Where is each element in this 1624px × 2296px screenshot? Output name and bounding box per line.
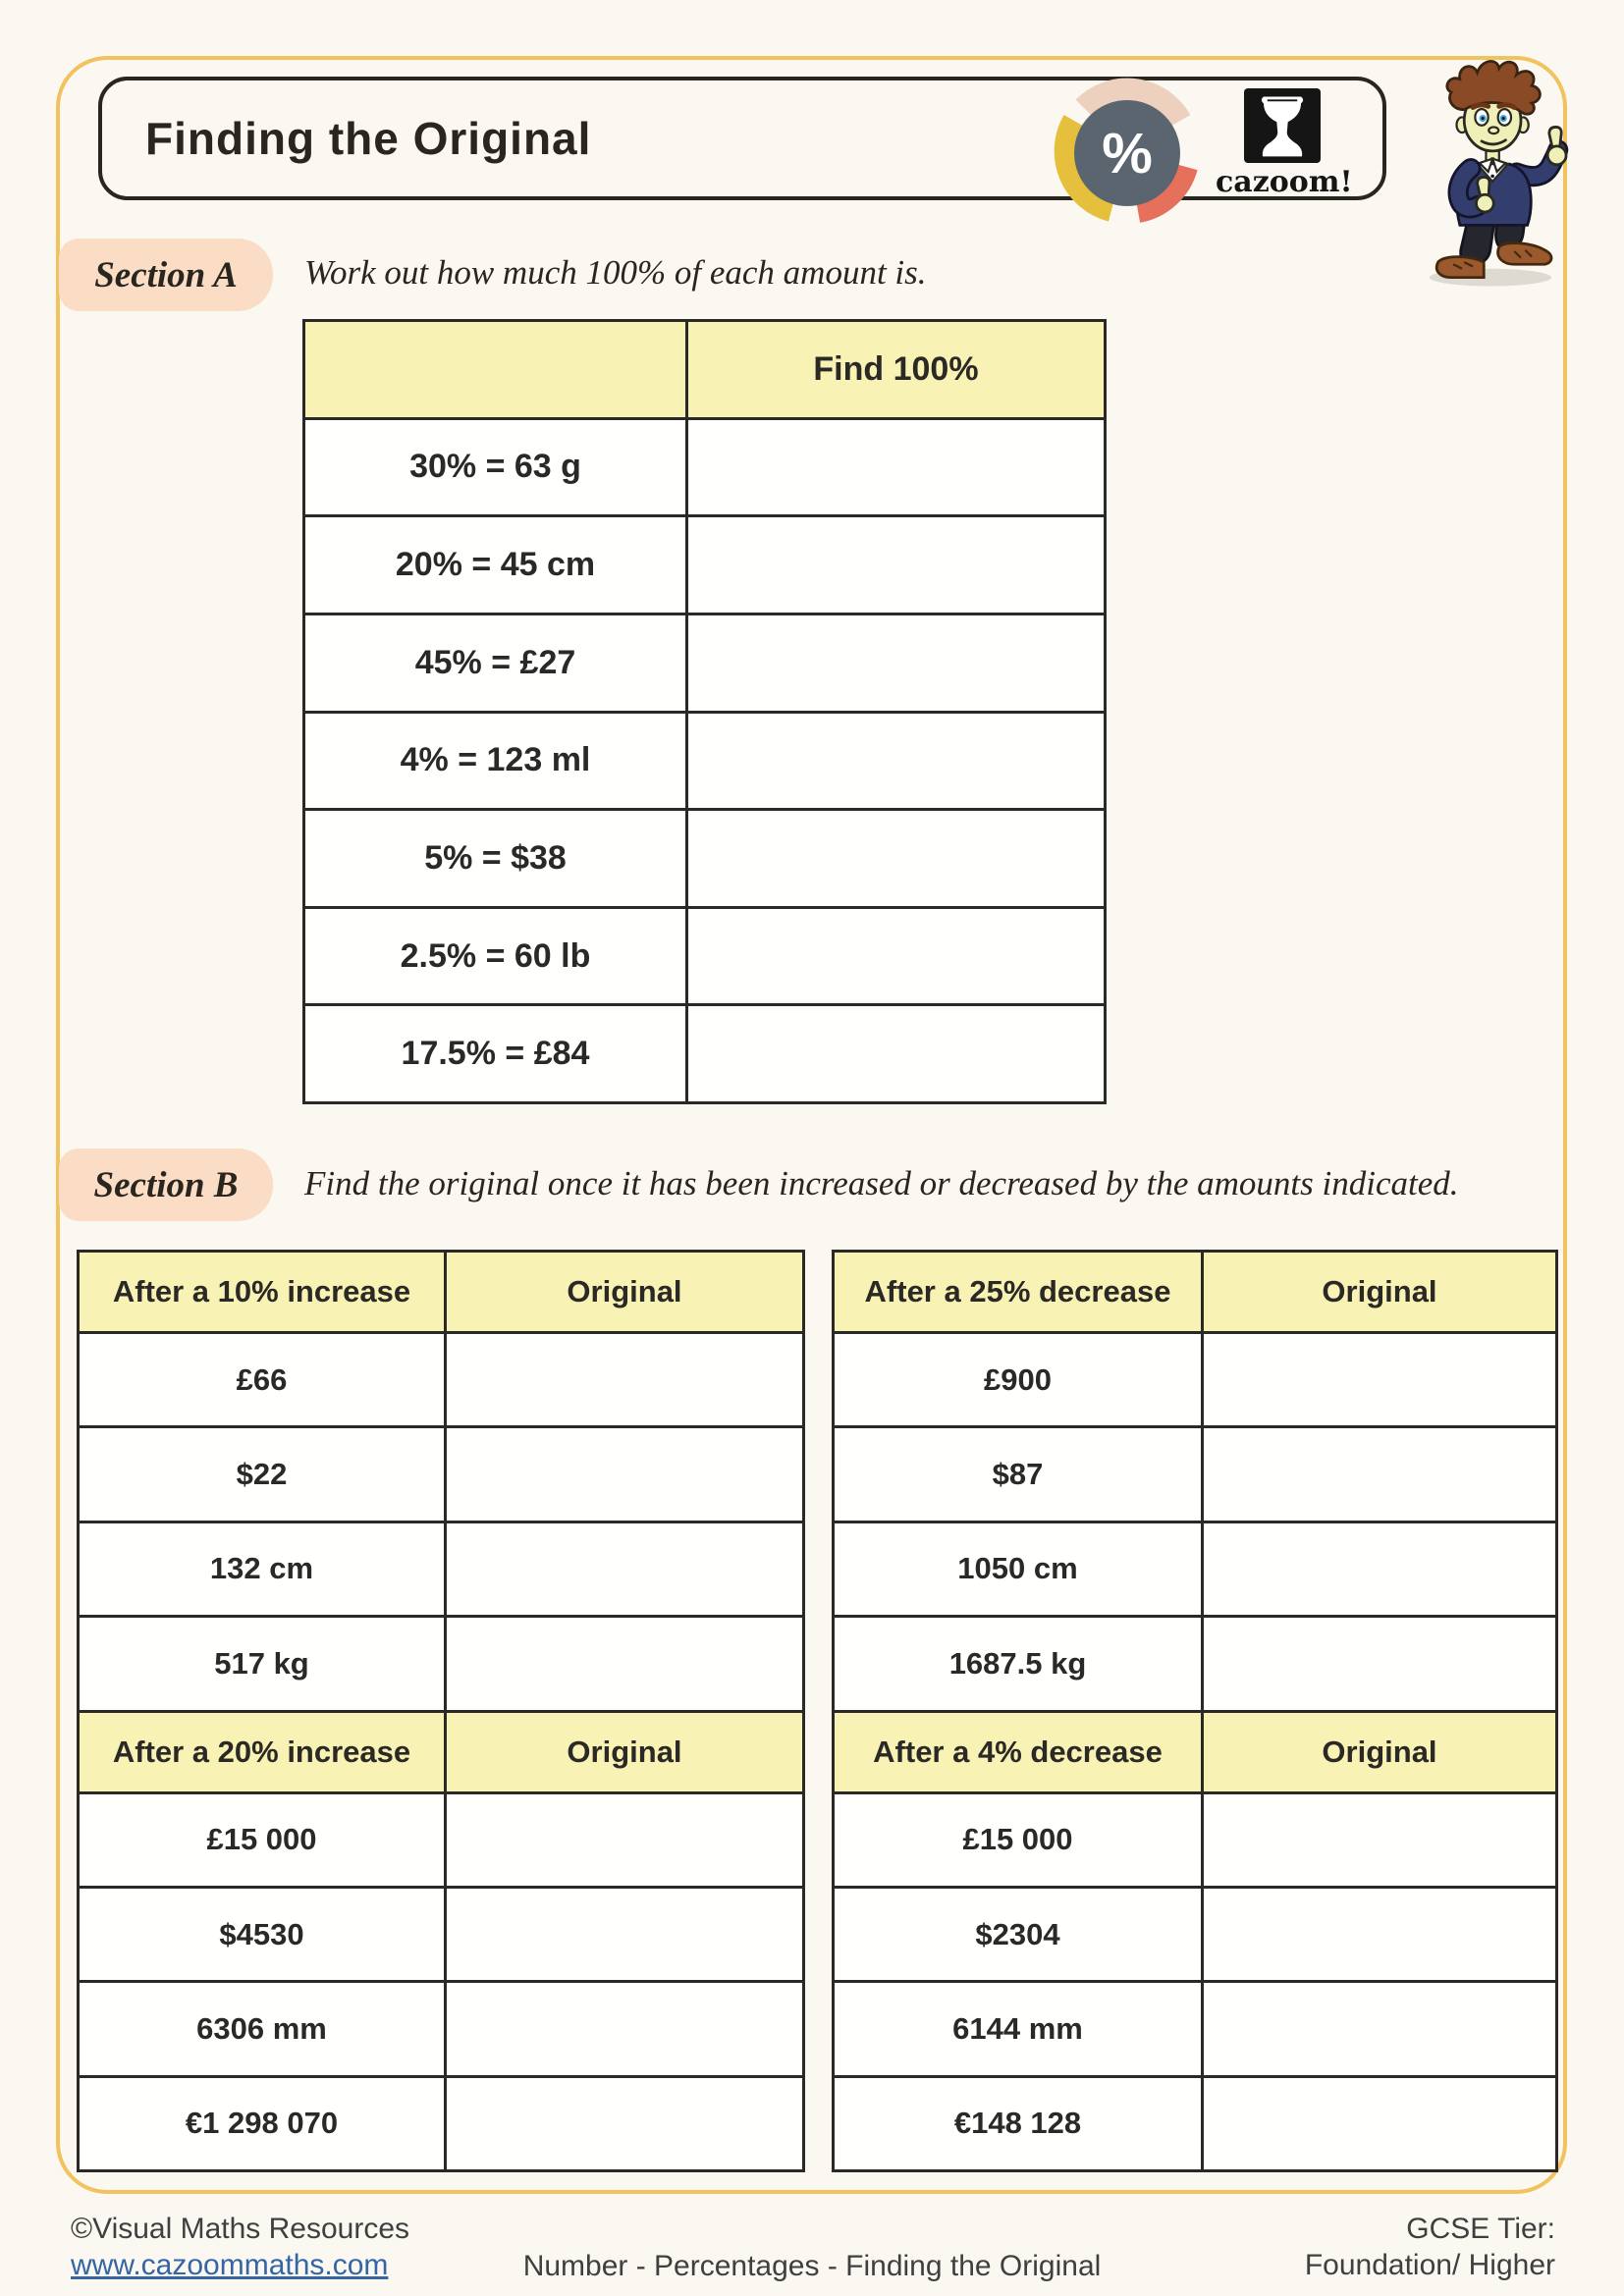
percent-glyph: % — [1102, 122, 1153, 186]
table-b-answer-cell — [447, 1428, 802, 1520]
table-a-value-cell: 45% = £27 — [305, 615, 685, 711]
mascot-boy-illustration — [1392, 55, 1610, 290]
table-b-value-cell: $22 — [80, 1428, 444, 1520]
table-b-answer-cell — [1204, 1889, 1555, 1980]
section-a-table — [302, 319, 1107, 1104]
cazoom-logo — [1216, 88, 1353, 199]
section-b-label-text: Section B — [93, 1164, 239, 1205]
table-b-value-cell: $4530 — [80, 1889, 444, 1980]
table-a-answer-cell — [688, 420, 1104, 515]
percent-badge — [1053, 77, 1202, 226]
table-a-answer-cell — [688, 909, 1104, 1004]
section-b-right-table — [832, 1250, 1558, 2172]
table-b-answer-cell — [447, 1334, 802, 1425]
table-b-value-cell: 1687.5 kg — [835, 1618, 1201, 1709]
website-link[interactable]: www.cazoommaths.com — [71, 2249, 389, 2281]
section-b-left-table — [77, 1250, 805, 2172]
footer-right — [1305, 2211, 1555, 2283]
table-b-original-header: Original — [1204, 1713, 1555, 1791]
table-b-value-cell: €1 298 070 — [80, 2078, 444, 2169]
percent-icon — [1053, 77, 1202, 226]
table-b-value-cell: £900 — [835, 1334, 1201, 1425]
table-b-value-cell: £15 000 — [80, 1794, 444, 1886]
section-b-instruction: Find the original once it has been increased or decreased by the amounts indicated. — [304, 1164, 1459, 1202]
table-a-answer-cell — [688, 615, 1104, 711]
table-a-value-cell: 4% = 123 ml — [305, 714, 685, 809]
table-b-original-header: Original — [447, 1713, 802, 1791]
table-b-original-header: Original — [447, 1253, 802, 1331]
table-b-answer-cell — [447, 1794, 802, 1886]
table-b-answer-cell — [1204, 1334, 1555, 1425]
table-b-segment-header: After a 20% increase — [80, 1713, 444, 1791]
table-b-value-cell: 6306 mm — [80, 1983, 444, 2074]
table-b-value-cell: 6144 mm — [835, 1983, 1201, 2074]
table-a-col1-header — [305, 322, 685, 417]
gcse-tier-label: GCSE Tier: — [1406, 2213, 1555, 2245]
table-b-answer-cell — [447, 1889, 802, 1980]
table-b-value-cell: £66 — [80, 1334, 444, 1425]
section-a-instruction: Work out how much 100% of each amount is. — [304, 253, 927, 292]
table-b-answer-cell — [447, 2078, 802, 2169]
table-b-answer-cell — [447, 1983, 802, 2074]
table-b-value-cell: $2304 — [835, 1889, 1201, 1980]
table-a-answer-cell — [688, 517, 1104, 613]
table-a-answer-cell — [688, 811, 1104, 906]
table-b-answer-cell — [1204, 1618, 1555, 1709]
section-b-label — [59, 1148, 273, 1221]
table-b-original-header: Original — [1204, 1253, 1555, 1331]
djembe-drum-icon — [1244, 88, 1321, 163]
table-b-value-cell: £15 000 — [835, 1794, 1201, 1886]
section-a-label-text: Section A — [94, 254, 238, 295]
table-b-segment-header: After a 10% increase — [80, 1253, 444, 1331]
table-a-value-cell: 17.5% = £84 — [305, 1006, 685, 1101]
table-b-answer-cell — [447, 1523, 802, 1615]
table-b-value-cell: 132 cm — [80, 1523, 444, 1615]
gcse-tier-value: Foundation/ Higher — [1304, 2249, 1555, 2281]
table-b-answer-cell — [1204, 1428, 1555, 1520]
table-a-col2-header: Find 100% — [688, 322, 1104, 417]
table-a-answer-cell — [688, 1006, 1104, 1101]
table-b-segment-header: After a 4% decrease — [835, 1713, 1201, 1791]
copyright-text: ©Visual Maths Resources — [71, 2213, 410, 2245]
table-a-answer-cell — [688, 714, 1104, 809]
table-b-value-cell: 1050 cm — [835, 1523, 1201, 1615]
table-a-value-cell: 5% = $38 — [305, 811, 685, 906]
table-b-answer-cell — [1204, 1523, 1555, 1615]
table-a-value-cell: 20% = 45 cm — [305, 517, 685, 613]
page-title: Finding the Original — [145, 113, 592, 164]
footer-topic-text: Number - Percentages - Finding the Original — [522, 2250, 1102, 2282]
table-b-value-cell: $87 — [835, 1428, 1201, 1520]
table-b-value-cell: 517 kg — [80, 1618, 444, 1709]
logo-text: cazoom! — [1216, 165, 1353, 199]
table-a-value-cell: 30% = 63 g — [305, 420, 685, 515]
table-a-value-cell: 2.5% = 60 lb — [305, 909, 685, 1004]
table-b-answer-cell — [1204, 1794, 1555, 1886]
table-b-value-cell: €148 128 — [835, 2078, 1201, 2169]
table-b-answer-cell — [1204, 2078, 1555, 2169]
table-b-answer-cell — [1204, 1983, 1555, 2074]
section-a-label — [59, 239, 273, 311]
table-b-answer-cell — [447, 1618, 802, 1709]
table-b-segment-header: After a 25% decrease — [835, 1253, 1201, 1331]
mascot-shoe — [1498, 243, 1551, 265]
